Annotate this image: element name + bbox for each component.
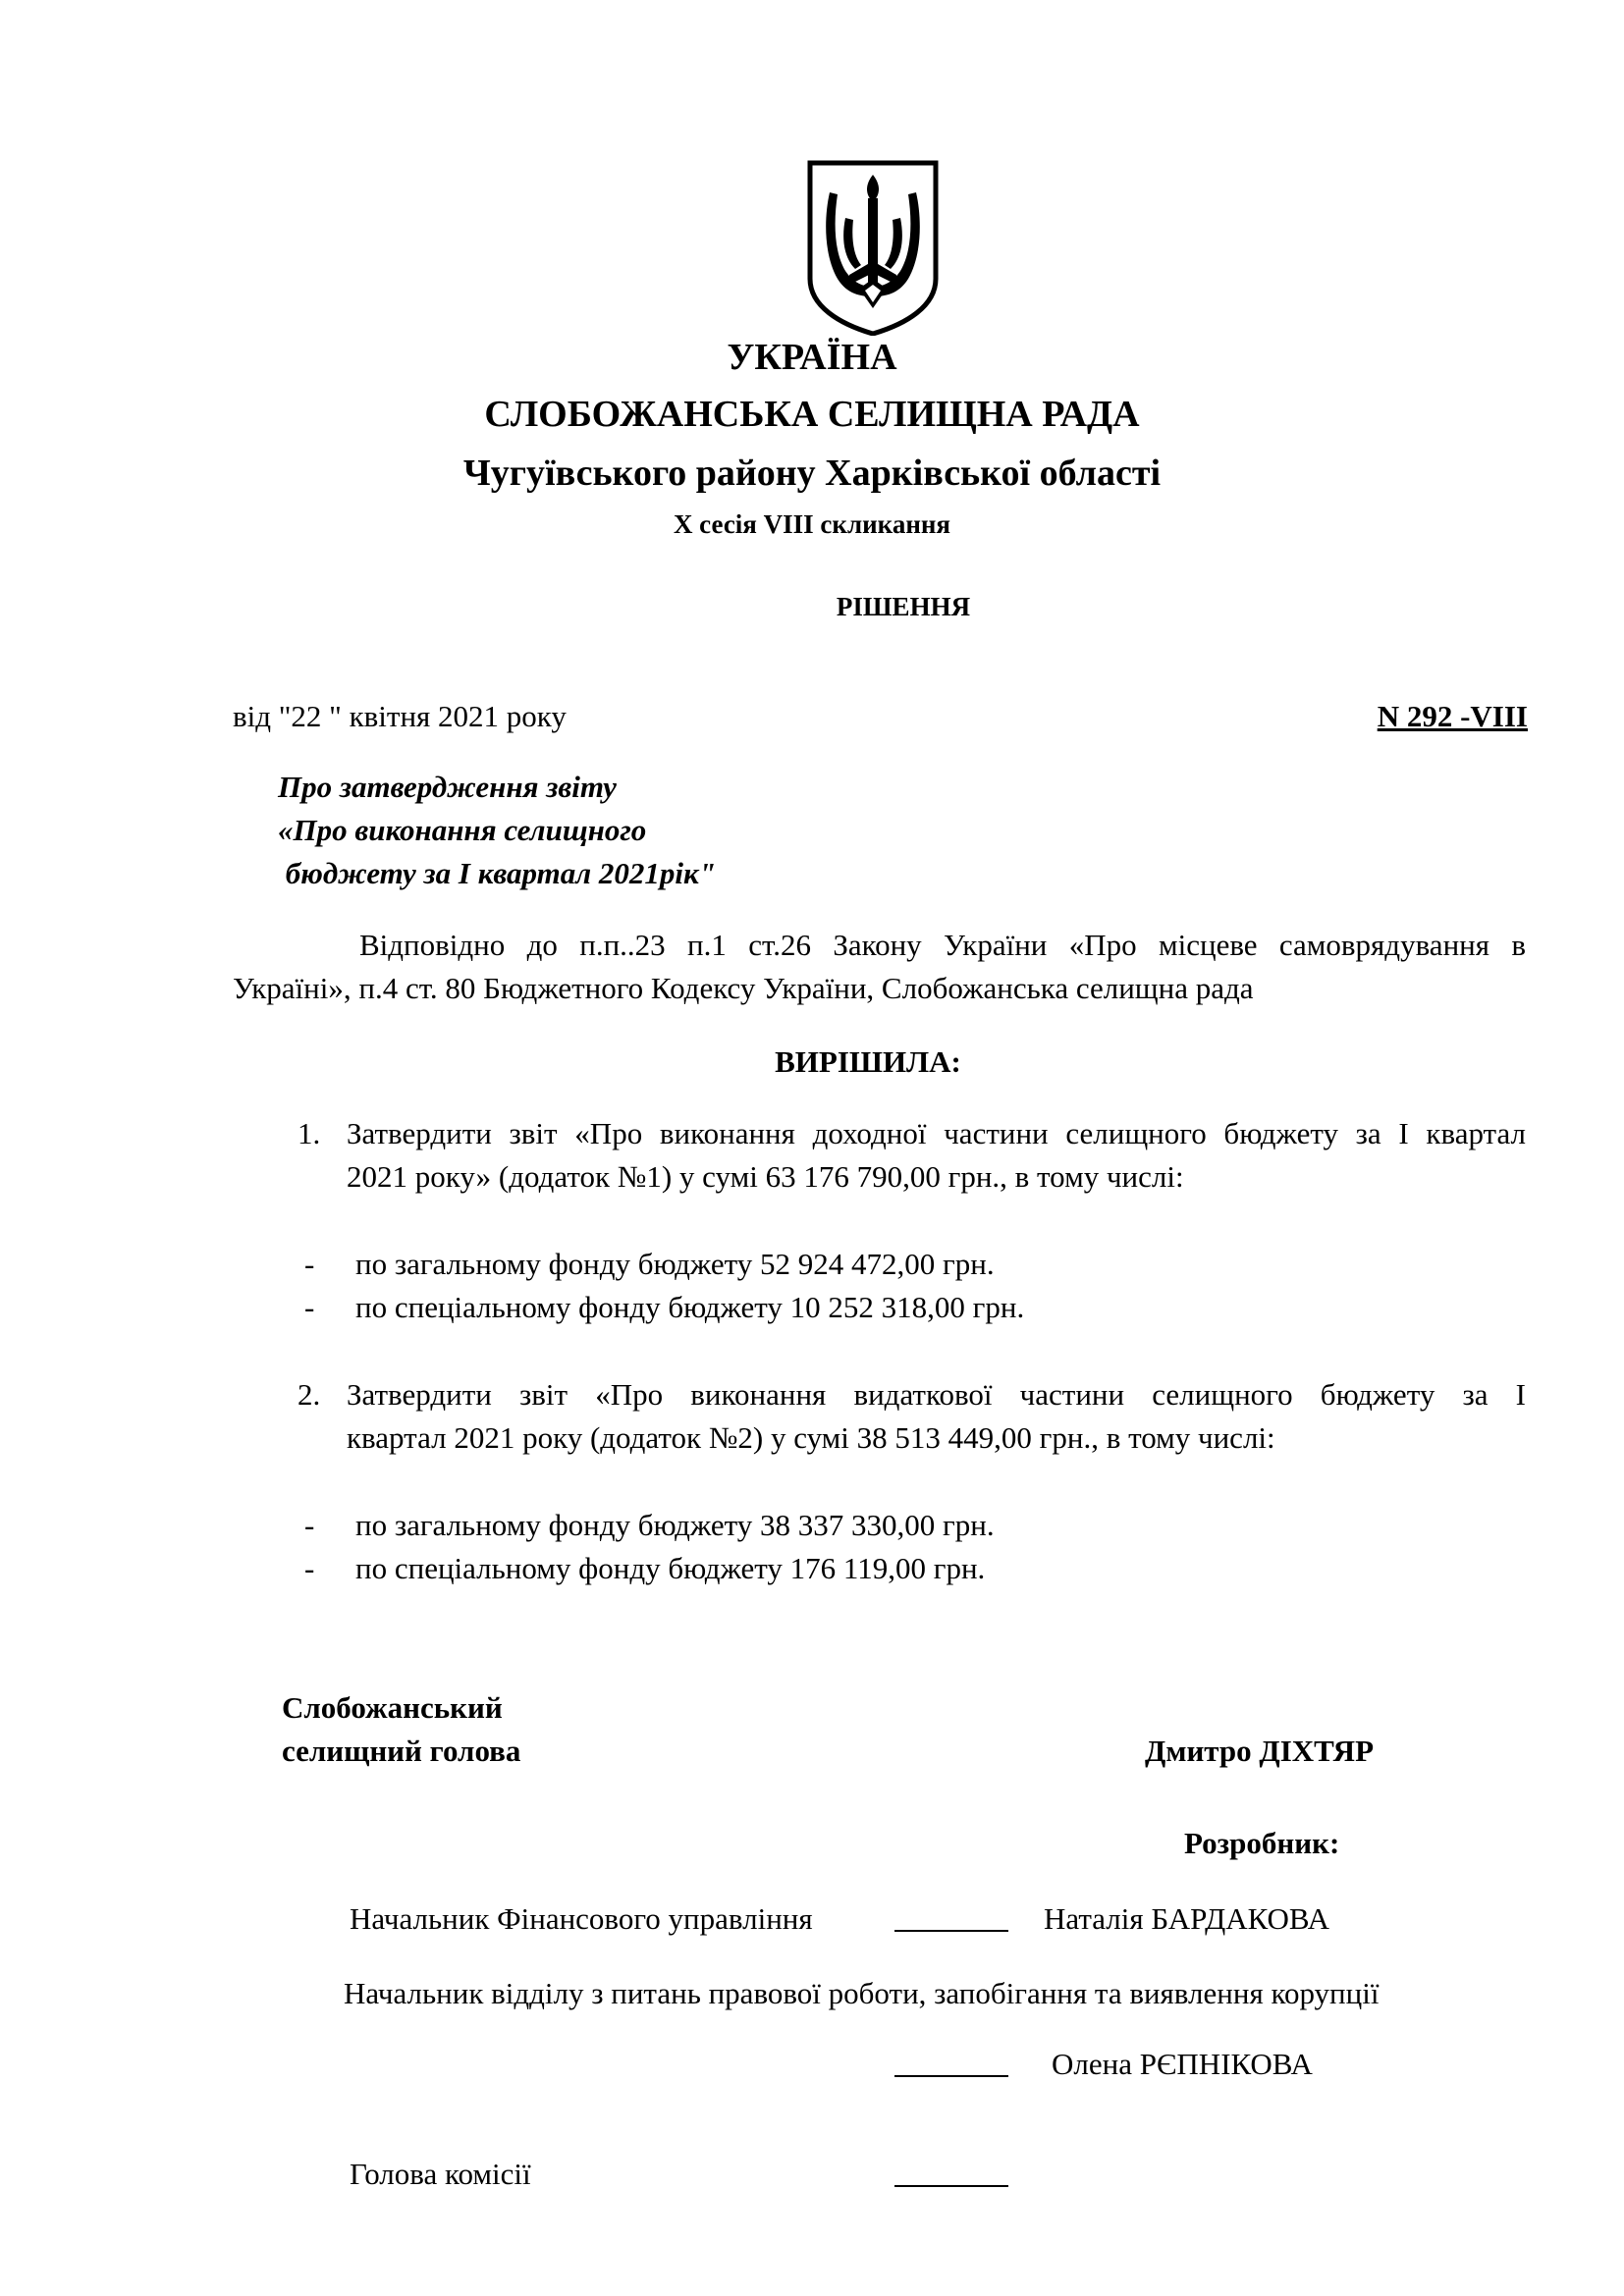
item-1-line-1: Затвердити звіт «Про виконання доходної частини селищного бюджету за І квартал <box>347 1116 1526 1150</box>
document-type-heading: РІШЕННЯ <box>836 592 971 621</box>
bullet-dash: - <box>304 1247 315 1281</box>
session-heading: Х сесія VIII скликання <box>673 509 951 539</box>
signature-line <box>894 2185 1008 2187</box>
item-2-line-1: Затвердити звіт «Про виконання видаткової частини селищного бюджету за І <box>347 1377 1526 1412</box>
item-1-number: 1. <box>298 1116 321 1150</box>
bullet-dash: - <box>304 1508 315 1542</box>
finance-head-name: Наталія БАРДАКОВА <box>1044 1901 1330 1936</box>
item-2-number: 2. <box>298 1377 321 1412</box>
signature-line <box>894 1930 1008 1932</box>
item-1-bullet-special-fund: по спеціальному фонду бюджету 10 252 318,00 грн. <box>355 1290 1025 1324</box>
item-1-bullet-general-fund: по загальному фонду бюджету 52 924 472,00 грн. <box>355 1247 995 1281</box>
bullet-dash: - <box>304 1551 315 1585</box>
item-2-bullet-special-fund: по спеціальному фонду бюджету 176 119,00 грн. <box>355 1551 986 1585</box>
resolved-heading: ВИРІШИЛА: <box>775 1044 961 1079</box>
signature-line <box>894 2075 1008 2077</box>
subject-line-3: бюджету за І квартал 2021рік" <box>278 856 716 890</box>
signatory-title-line-2: селищний голова <box>282 1734 521 1768</box>
subject-line-2: «Про виконання селищного <box>278 813 647 847</box>
item-1-line-2: 2021 року» (додаток №1) у сумі 63 176 790,00 грн., в тому числі: <box>347 1159 1184 1194</box>
district-heading: Чугуївського району Харківської області <box>462 453 1162 494</box>
decision-number: N 292 -VIII <box>1377 699 1528 733</box>
signatory-title-line-1: Слобожанський <box>282 1690 503 1725</box>
trident-coat-of-arms-icon <box>806 159 940 336</box>
legal-head-position: Начальник відділу з питань правової роботи, запобігання та виявлення корупції <box>344 1976 1380 2010</box>
preamble-line-2: Україні», п.4 ст. 80 Бюджетного Кодексу України, Слобожанська селищна рада <box>233 971 1254 1005</box>
council-heading: СЛОБОЖАНСЬКА СЕЛИЩНА РАДА <box>484 394 1140 435</box>
subject-line-1: Про затвердження звіту <box>278 770 617 804</box>
finance-head-position: Начальник Фінансового управління <box>350 1901 813 1936</box>
item-2-line-2: квартал 2021 року (додаток №2) у сумі 38 513 449,00 грн., в тому числі: <box>347 1420 1275 1455</box>
item-2-bullet-general-fund: по загальному фонду бюджету 38 337 330,00 грн. <box>355 1508 995 1542</box>
commission-head-position: Голова комісії <box>350 2157 531 2191</box>
preamble-line-1: Відповідно до п.п..23 п.1 ст.26 Закону України «Про місцеве самоврядування в <box>359 928 1526 962</box>
legal-head-name: Олена РЄПНІКОВА <box>1052 2047 1313 2081</box>
bullet-dash: - <box>304 1290 315 1324</box>
country-heading: УКРАЇНА <box>727 337 897 378</box>
developer-heading: Розробник: <box>1184 1826 1340 1860</box>
signatory-name: Дмитро ДІХТЯР <box>1145 1734 1374 1768</box>
decision-date: від "22 " квітня 2021 року <box>233 699 567 733</box>
